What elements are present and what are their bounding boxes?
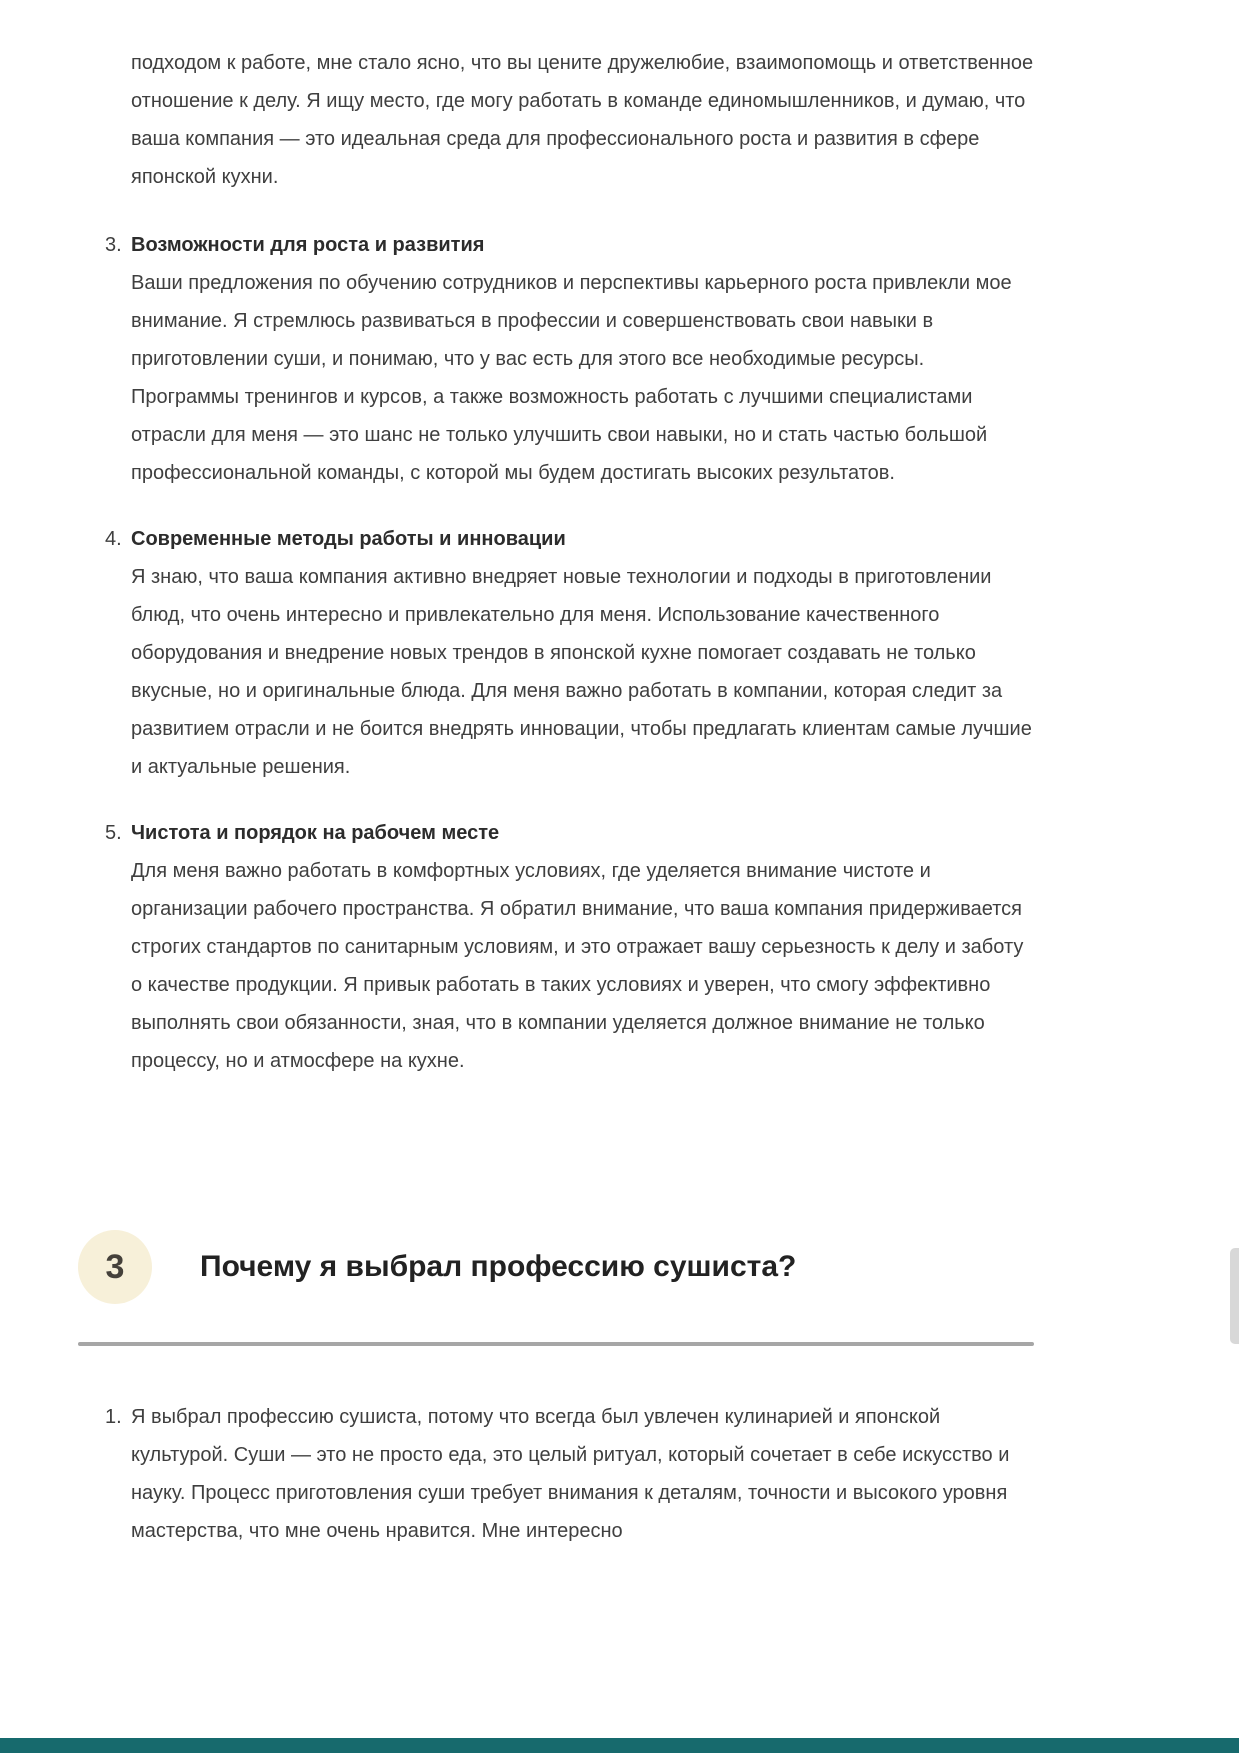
- list-item-body: Я выбрал профессию сушиста, потому что всегда был увлечен кулинарией и японской культурой. Суши — это не просто еда, это целый ритуал, который сочетает в себе искусство и науку. Процесс приготовления суши требует внимания к деталям, точности и высокого уровня мастерства, что мне очень нравится. Мне интересно: [131, 1406, 1010, 1542]
- section-header: [78, 1230, 1034, 1304]
- section-number-badge: [78, 1230, 152, 1304]
- list-item: [105, 814, 1034, 1080]
- list-item-title: Современные методы работы и инновации: [131, 528, 566, 550]
- section-number: 3: [105, 1247, 125, 1286]
- list-item-title: Возможности для роста и развития: [131, 234, 485, 256]
- continued-paragraph: подходом к работе, мне стало ясно, что вы цените дружелюбие, взаимопомощь и ответственное отношение к делу. Я ищу место, где могу работать в команде единомышленников, и думаю, что ваша компания — это идеальная среда для профессионального роста и развития в сфере японской кухни.: [131, 52, 1034, 188]
- list-item-title: Чистота и порядок на рабочем месте: [131, 822, 500, 844]
- section-title: Почему я выбрал профессию сушиста?: [200, 1250, 797, 1283]
- list-item: [105, 1398, 1034, 1550]
- list-item-number: 5.: [105, 822, 122, 844]
- list-item-content: [131, 226, 1034, 492]
- footer-accent-bar: [0, 1738, 1239, 1753]
- list-item-number: 3.: [105, 234, 122, 256]
- list-item: [105, 226, 1034, 492]
- list-item-number: 1.: [105, 1406, 122, 1428]
- list-item-content: [131, 520, 1034, 786]
- list-item-content: [131, 1398, 1034, 1550]
- section-divider: [78, 1342, 1034, 1346]
- list-item-body: Ваши предложения по обучению сотрудников и перспективы карьерного роста привлекли мое внимание. Я стремлюсь развиваться в профессии и совершенствовать свои навыки в приготовлении суши, и понимаю, что у вас есть для этого все необходимые ресурсы. Программы тренингов и курсов, а также возможность работать с лучшими специалистами отрасли для меня — это шанс не только улучшить свои навыки, но и стать частью большой профессиональной команды, с которой мы будем достигать высоких результатов.: [131, 272, 1012, 484]
- list-item-body: Для меня важно работать в комфортных условиях, где уделяется внимание чистоте и организации рабочего пространства. Я обратил внимание, что ваша компания придерживается строгих стандартов по санитарным условиям, и это отражает вашу серьезность к делу и заботу о качестве продукции. Я привык работать в таких условиях и уверен, что смогу эффективно выполнять свои обязанности, зная, что в компании уделяется должное внимание не только процессу, но и атмосфере на кухне.: [131, 860, 1024, 1072]
- list-item: [105, 520, 1034, 786]
- list-item-number: 4.: [105, 528, 122, 550]
- list-item-body: Я знаю, что ваша компания активно внедряет новые технологии и подходы в приготовлении блюд, что очень интересно и привлекательно для меня. Использование качественного оборудования и внедрение новых трендов в японской кухне помогает создавать не только вкусные, но и оригинальные блюда. Для меня важно работать в компании, которая следит за развитием отрасли и не боится внедрять инновации, чтобы предлагать клиентам самые лучшие и актуальные решения.: [131, 566, 1032, 778]
- page-edge-decoration: [1230, 1248, 1239, 1344]
- list-item-content: [131, 814, 1034, 1080]
